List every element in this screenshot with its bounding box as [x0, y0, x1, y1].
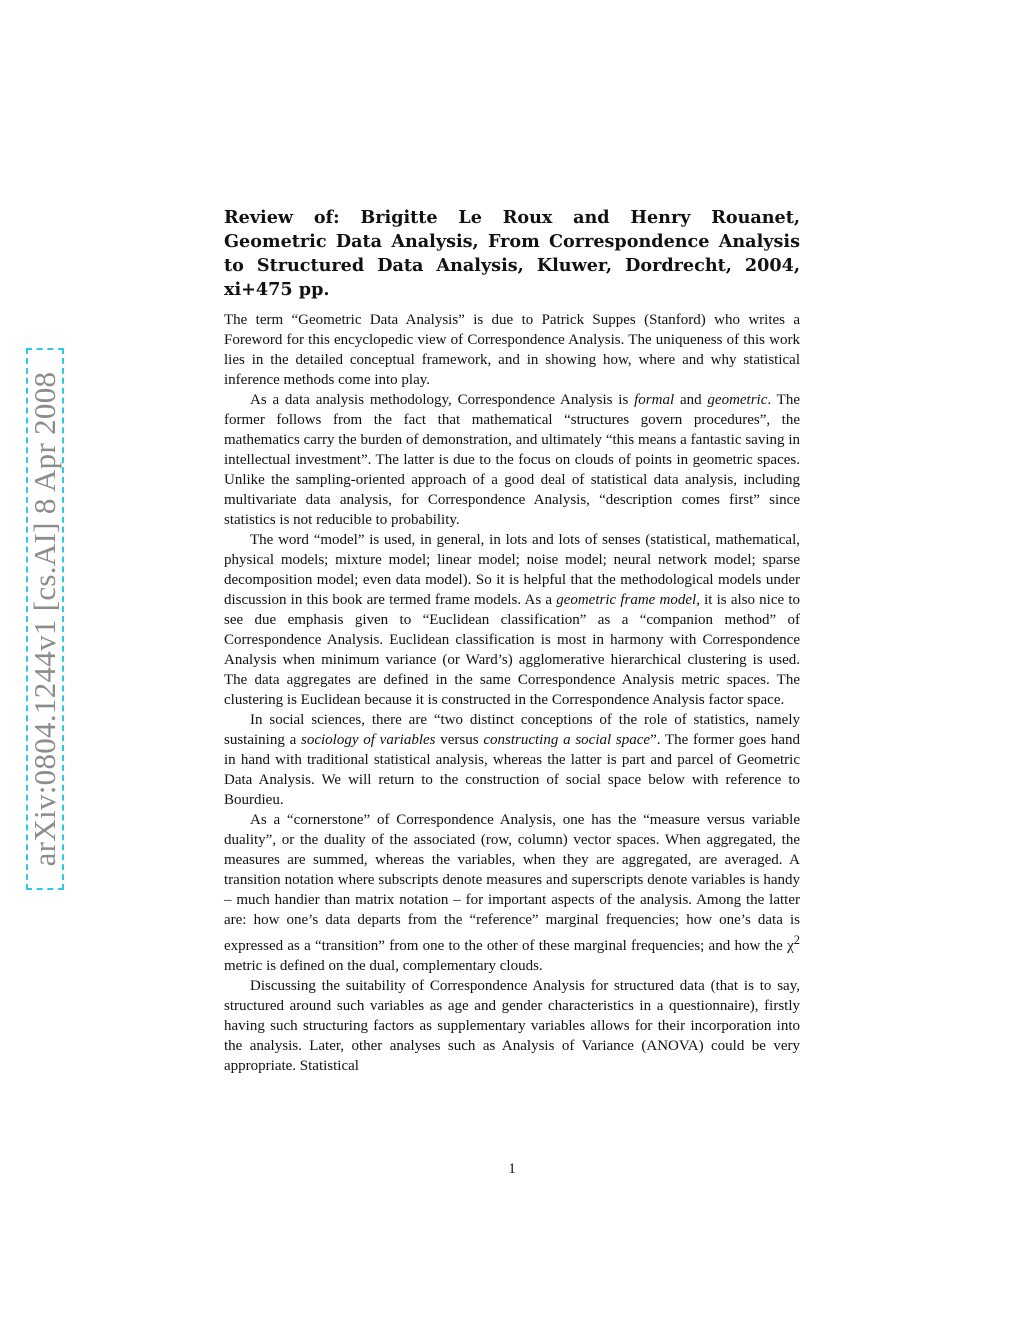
chi-symbol: χ — [787, 938, 794, 954]
paragraph-model: The word “model” is used, in general, in lots and lots of senses (statistical, mathematical, physical models; mixture model; linear model; noise model; neural network model; sparse decomposition model; even data model). So it is helpful that the methodological models under discussion in this book are termed frame models. As a geometric frame model, it is also nice to see due emphasis given to “Euclidean classification” as a “companion method” of Correspondence Analysis. Euclidean classification is most in harmony with Correspondence Analysis when minimum variance (or Ward’s) agglomerative hierarchical clustering is used. The data aggregates are defined in the same Correspondence Analysis metric spaces. The clustering is Euclidean because it is constructed in the Correspondence Analysis factor space. — [224, 532, 801, 708]
chi-superscript: 2 — [793, 933, 800, 947]
paragraph-social-sciences: In social sciences, there are “two distinct conceptions of the role of statistics, namely sustaining a sociology of variables versus constructing a social space”. The former goes hand in hand with traditional statistical analysis, whereas the latter is part and parcel of Geometric Data Analysis. We will return to the construction of social space below with reference to Bourdieu. — [224, 712, 801, 808]
arxiv-identifier-stamp — [26, 348, 64, 890]
paragraph-duality: As a “cornerstone” of Correspondence Analysis, one has the “measure versus variable duality”, or the duality of the associated (row, column) vector spaces. When aggregated, the measures are summed, whereas the variables, when they are aggregated, are averaged. A transition notation where subscripts denote measures and superscripts denote variables is handy – much handier than matrix notation – for important aspects of the analysis. Among the latter are: how one’s data departs from the “reference” marginal frequencies; how one’s data is expressed as a “transition” from one to the other of these marginal frequencies; and how the $\chi^2$ metric is defined on the dual, complementary clouds. — [224, 812, 800, 974]
emphasis-geometric: geometric — [707, 392, 768, 408]
emphasis-geometric-frame-model: geometric frame model — [556, 592, 697, 608]
emphasis-sociology-of-variables: sociology of variables — [301, 732, 436, 748]
paragraph-structured-data: Discussing the suitability of Correspondence Analysis for structured data (that is to say, structured around such variables as age and gender characteristics in a questionnaire), firstly having such structuring factors as supplementary variables allows for their incorporation into the analysis. Later, other analyses such as Analysis of Variance (ANOVA) could be very appropriate. Statistical — [224, 978, 800, 1074]
page-number: 1 — [508, 1161, 516, 1177]
paragraph-intro: The term “Geometric Data Analysis” is due to Patrick Suppes (Stanford) who writes a Foreword for this encyclopedic view of Correspondence Analysis. The uniqueness of this work lies in the detailed conceptual framework, and in showing how, where and why statistical inference methods come into play. — [224, 312, 800, 388]
arxiv-identifier-text: arXiv:0804.1244v1 [cs.AI] 8 Apr 2008 — [27, 371, 62, 867]
review-title: Review of: Brigitte Le Roux and Henry Rouanet, Geometric Data Analysis, From Correspondence Analysis to Structured Data Analysis, Kluwer, Dordrecht, 2004, xi+475 pp. — [224, 207, 800, 300]
emphasis-social-space: constructing a social space — [483, 732, 651, 748]
emphasis-formal: formal — [634, 392, 675, 408]
paragraph-methodology: As a data analysis methodology, Correspondence Analysis is formal and geometric. The former follows from the fact that mathematical “structures govern procedures”, the mathematics carry the burden of demonstration, and ultimately “this means a fantastic saving in intellectual investment”. The latter is due to the focus on clouds of points in geometric spaces. Unlike the sampling-oriented approach of a good deal of statistical data analysis, including multivariate data analysis, for Correspondence Analysis, “description comes first” since statistics is not reducible to probability. — [224, 392, 800, 528]
article-body — [224, 206, 800, 1076]
